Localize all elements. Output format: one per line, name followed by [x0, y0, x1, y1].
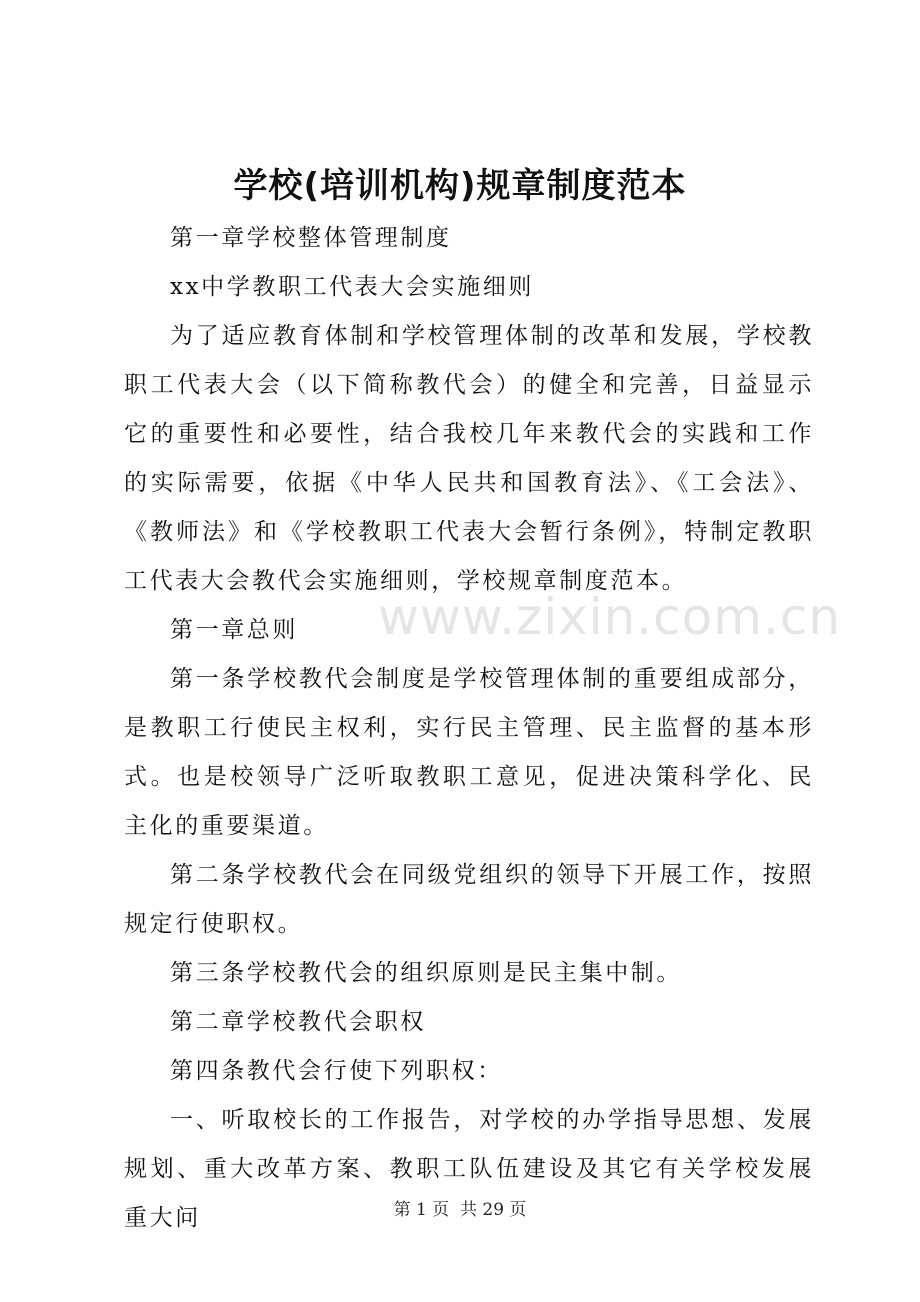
article-paragraph: 第一条学校教代会制度是学校管理体制的重要组成部分，是教职工行使民主权利，实行民主管理、民主监督的基本形式。也是校领导广泛听取教职工意见，促进决策科学化、民主化的重要渠道。: [124, 666, 814, 839]
article-paragraph: 第二条学校教代会在同级党组织的领导下开展工作，按照规定行使职权。: [124, 862, 814, 937]
chapter-heading: 第一章总则: [170, 617, 298, 643]
section-heading: xx中学教职工代表大会实施细则: [170, 274, 534, 300]
list-item-paragraph: 一、听取校长的工作报告，对学校的办学指导思想、发展规划、重大改革方案、教职工队伍建设及其它有关学校发展重大问: [124, 1107, 814, 1231]
page-number-label: 第 1 页 共 29 页: [393, 1200, 527, 1220]
document-title: 学校(培训机构)规章制度范本: [233, 166, 687, 206]
chapter-heading: 第二章学校教代会职权: [170, 1009, 426, 1035]
article-paragraph: 第四条教代会行使下列职权：: [170, 1058, 503, 1084]
watermark: www.zixin.com.cn: [378, 588, 842, 646]
page-footer: [0, 1198, 920, 1222]
intro-paragraph: 为了适应教育体制和学校管理体制的改革和发展，学校教职工代表大会（以下简称教代会）的健全和完善，日益显示它的重要性和必要性，结合我校几年来教代会的实践和工作的实际需要，依据《中华人民共和国教育法》、《工会法》、《教师法》和《学校教职工代表大会暂行条例》，特制定教职工代表大会教代会实施细则，学校规章制度范本。: [124, 323, 814, 594]
chapter-heading: 第一章学校整体管理制度: [170, 225, 452, 251]
document-body: [124, 214, 814, 1243]
article-paragraph: 第三条学校教代会的组织原则是民主集中制。: [170, 960, 682, 986]
